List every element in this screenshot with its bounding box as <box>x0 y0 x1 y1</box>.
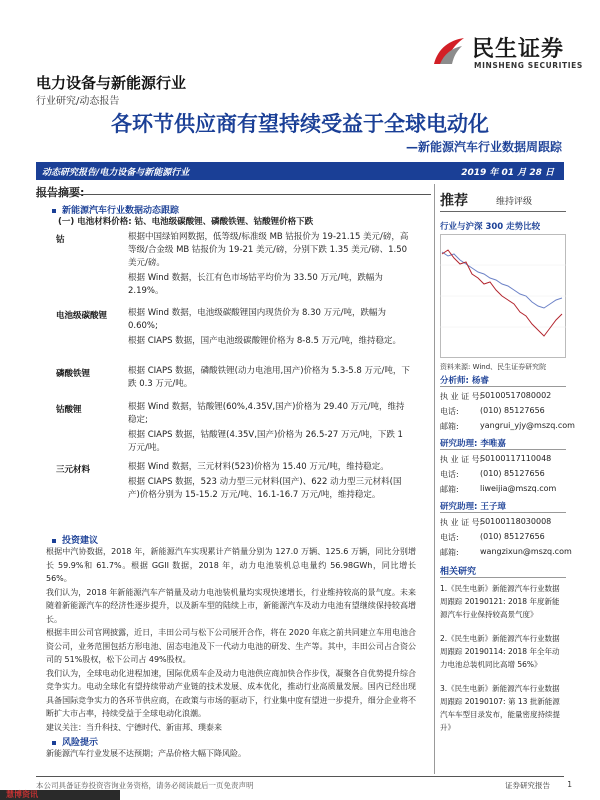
logo-name-cn: 民生证券 <box>472 37 565 62</box>
material-text-ncm: 根据 Wind 数据，三元材料(523)价格为 15.40 万元/吨，维持稳定。 根据 CIAPS 数据，523 动力型三元材料(国产)、622 动力型三元材料(国产)价格分别为 15-15.2 万元/吨、16.1-16.7 万元/吨，维持稳定。 <box>128 462 402 500</box>
report-category: 动态研究报告/电力设备与新能源行业 <box>42 168 190 178</box>
bullet-risk: 风险提示 <box>52 735 98 748</box>
divider <box>440 449 566 450</box>
related-item[interactable]: 3.《民生电新》新能源汽车行业数据周跟踪 20190107: 第 13 批新能源汽车车型目录发布，能量密度持续提升》 <box>440 684 560 732</box>
rating: 推荐 <box>440 193 468 209</box>
summary-heading: 报告摘要: <box>36 186 85 199</box>
assistant-heading: 研究助理: 李唯嘉 <box>440 439 506 449</box>
material-label-cobalt: 钴 <box>56 235 65 245</box>
analyst-heading: 分析师: 杨睿 <box>440 376 489 386</box>
related-research-heading: 相关研究 <box>440 567 477 577</box>
risk-text: 新能源汽车行业发展不达预期；产品价格大幅下降风险。 <box>46 749 246 758</box>
material-label-lco: 钴酸锂 <box>56 405 82 415</box>
section-battery-prices: (一) 电池材料价格: 钴、电池级碳酸锂、磷酸铁锂、钴酸锂价格下跌 <box>58 217 314 227</box>
report-info-bar <box>36 162 564 180</box>
bullet-data-tracking: 新能源汽车行业数据动态跟踪 <box>52 203 179 216</box>
material-text-lco: 根据 Wind 数据，钴酸锂(60%,4.35V,国产)价格为 29.40 万元/吨，维持稳定; 根据 CIAPS 数据，钴酸锂(4.35V,国产)价格为 26.5-27 万元/吨，下跌 1 万元/吨。 <box>128 402 405 453</box>
column-divider <box>434 184 435 774</box>
report-title: 各环节供应商有望持续受益于全球电动化 <box>111 112 489 136</box>
chart-title: 行业与沪深 300 走势比较 <box>440 222 541 232</box>
divider <box>440 577 566 578</box>
divider <box>440 512 566 513</box>
related-item[interactable]: 2.《民生电新》新能源汽车行业数据周跟踪 20190114: 2018 年全年动力电池总装机同比高增 56%》 <box>440 634 560 669</box>
material-label-ncm: 三元材料 <box>56 465 91 475</box>
bullet-investment: 投资建议 <box>52 533 98 546</box>
page-number: 1 <box>567 780 572 789</box>
material-label-lithium-carbonate: 电池级碳酸锂 <box>56 311 108 321</box>
bullet-square-icon <box>52 209 56 213</box>
watermark-stamp: 慧博资讯 <box>0 790 120 800</box>
chart-line-industry <box>442 250 562 336</box>
material-text-lithium-carbonate: 根据 Wind 数据，电池级碳酸锂国内现货价为 8.30 万元/吨，跌幅为 0.60%; 根据 CIAPS 数据，国产电池级碳酸锂价格为 8-8.5 万元/吨，维持稳定。 <box>128 308 401 346</box>
logo-mark-icon <box>432 34 466 68</box>
rating-divider <box>440 211 566 212</box>
investment-text: 根据中汽协数据，2018 年，新能源汽车实现累计产销量分别为 127.0 万辆、125.6 万辆，同比分别增长 59.9%和 61.7%。根据 GGII 数据，2018 年，动力电池装机总电量约 56.98GWh，同比增长 56%。 我们认为，2018 年新能源汽车产销量及动力电池装机量均实现快速增长，行业维持较高的景气度。未来随着新能源汽车的经济性逐步提升，以及新车型的陆续上市，新能源汽车及动力电池有望继续保持较高增长。 根据丰田公司官网披露，近日，丰田公司与松下公司展开合作，将在 2020 年底之前共同建立车用电池合资公司，业务范围包括方形电池、固态电池及下一代动力电池的研发、生产等。其中，丰田公司占合资公司的 51%股权，松下公司占 49%股权。 我们认为，全球电动化进程加速，国际优质车企及动力电池供应商加快合作步伐，凝聚各自优势提升综合竞争实力。电动全球化有望持续带动产业链的技术发展、成本优化，推动行业高质量发展。国内已经出现具备国际竞争实力的各环节供应商，在政策与市场的驱动下，行业集中度有望进一步提升，细分企业将不断扩大市占率，持续受益于全球电动化浪潮。 建议关注：当升科技、宁德时代、新宙邦、璞泰来 <box>46 547 416 732</box>
report-date: 2019 年 01 月 28 日 <box>461 168 554 178</box>
assistant-heading: 研究助理: 王子璋 <box>440 502 506 512</box>
chart-source: 资料来源: Wind、民生证券研究院 <box>440 363 547 371</box>
industry-title: 电力设备与新能源行业 <box>36 74 187 92</box>
bullet-square-icon <box>52 539 56 543</box>
material-label-lfp: 磷酸铁锂 <box>56 369 91 379</box>
rating-sub: 维持评级 <box>496 197 533 207</box>
report-subtitle: —新能源汽车行业数据周跟踪 <box>405 140 562 154</box>
trend-chart <box>440 234 566 358</box>
divider <box>440 386 566 387</box>
chart-line-index <box>442 252 562 308</box>
material-text-cobalt: 根据中国绿铂网数据，低等级/标准级 MB 钴报价为 19-21.15 美元/磅，高等级/合金级 MB 钴报价为 19-21 美元/磅，分别下跌 1.35 美元/磅、1.50 美元/磅。 根据 Wind 数据，长江有色市场钴平均价为 33.50 万元/吨，跌幅为 2.19%。 <box>128 232 409 296</box>
logo-name-en: MINSHENG SECURITIES <box>474 61 583 70</box>
company-logo <box>432 30 582 76</box>
related-item[interactable]: 1.《民生电新》新能源汽车行业数据周跟踪 20190121: 2018 年度新能源汽车行业保持较高景气度》 <box>440 584 560 619</box>
material-text-lfp: 根据 CIAPS 数据，磷酸铁锂(动力电池用,国产)价格为 5.3-5.8 万元/吨，下跌 0.3 万元/吨。 <box>128 366 410 389</box>
footer-rule <box>36 776 564 777</box>
footer-label: 证券研究报告 <box>505 781 550 790</box>
bullet-square-icon <box>52 741 56 745</box>
summary-column <box>36 194 431 774</box>
footer-disclaimer: 本公司具备证券投资咨询业务资格，请务必阅读最后一页免责声明 <box>36 781 254 790</box>
doc-type: 行业研究/动态报告 <box>36 96 120 107</box>
